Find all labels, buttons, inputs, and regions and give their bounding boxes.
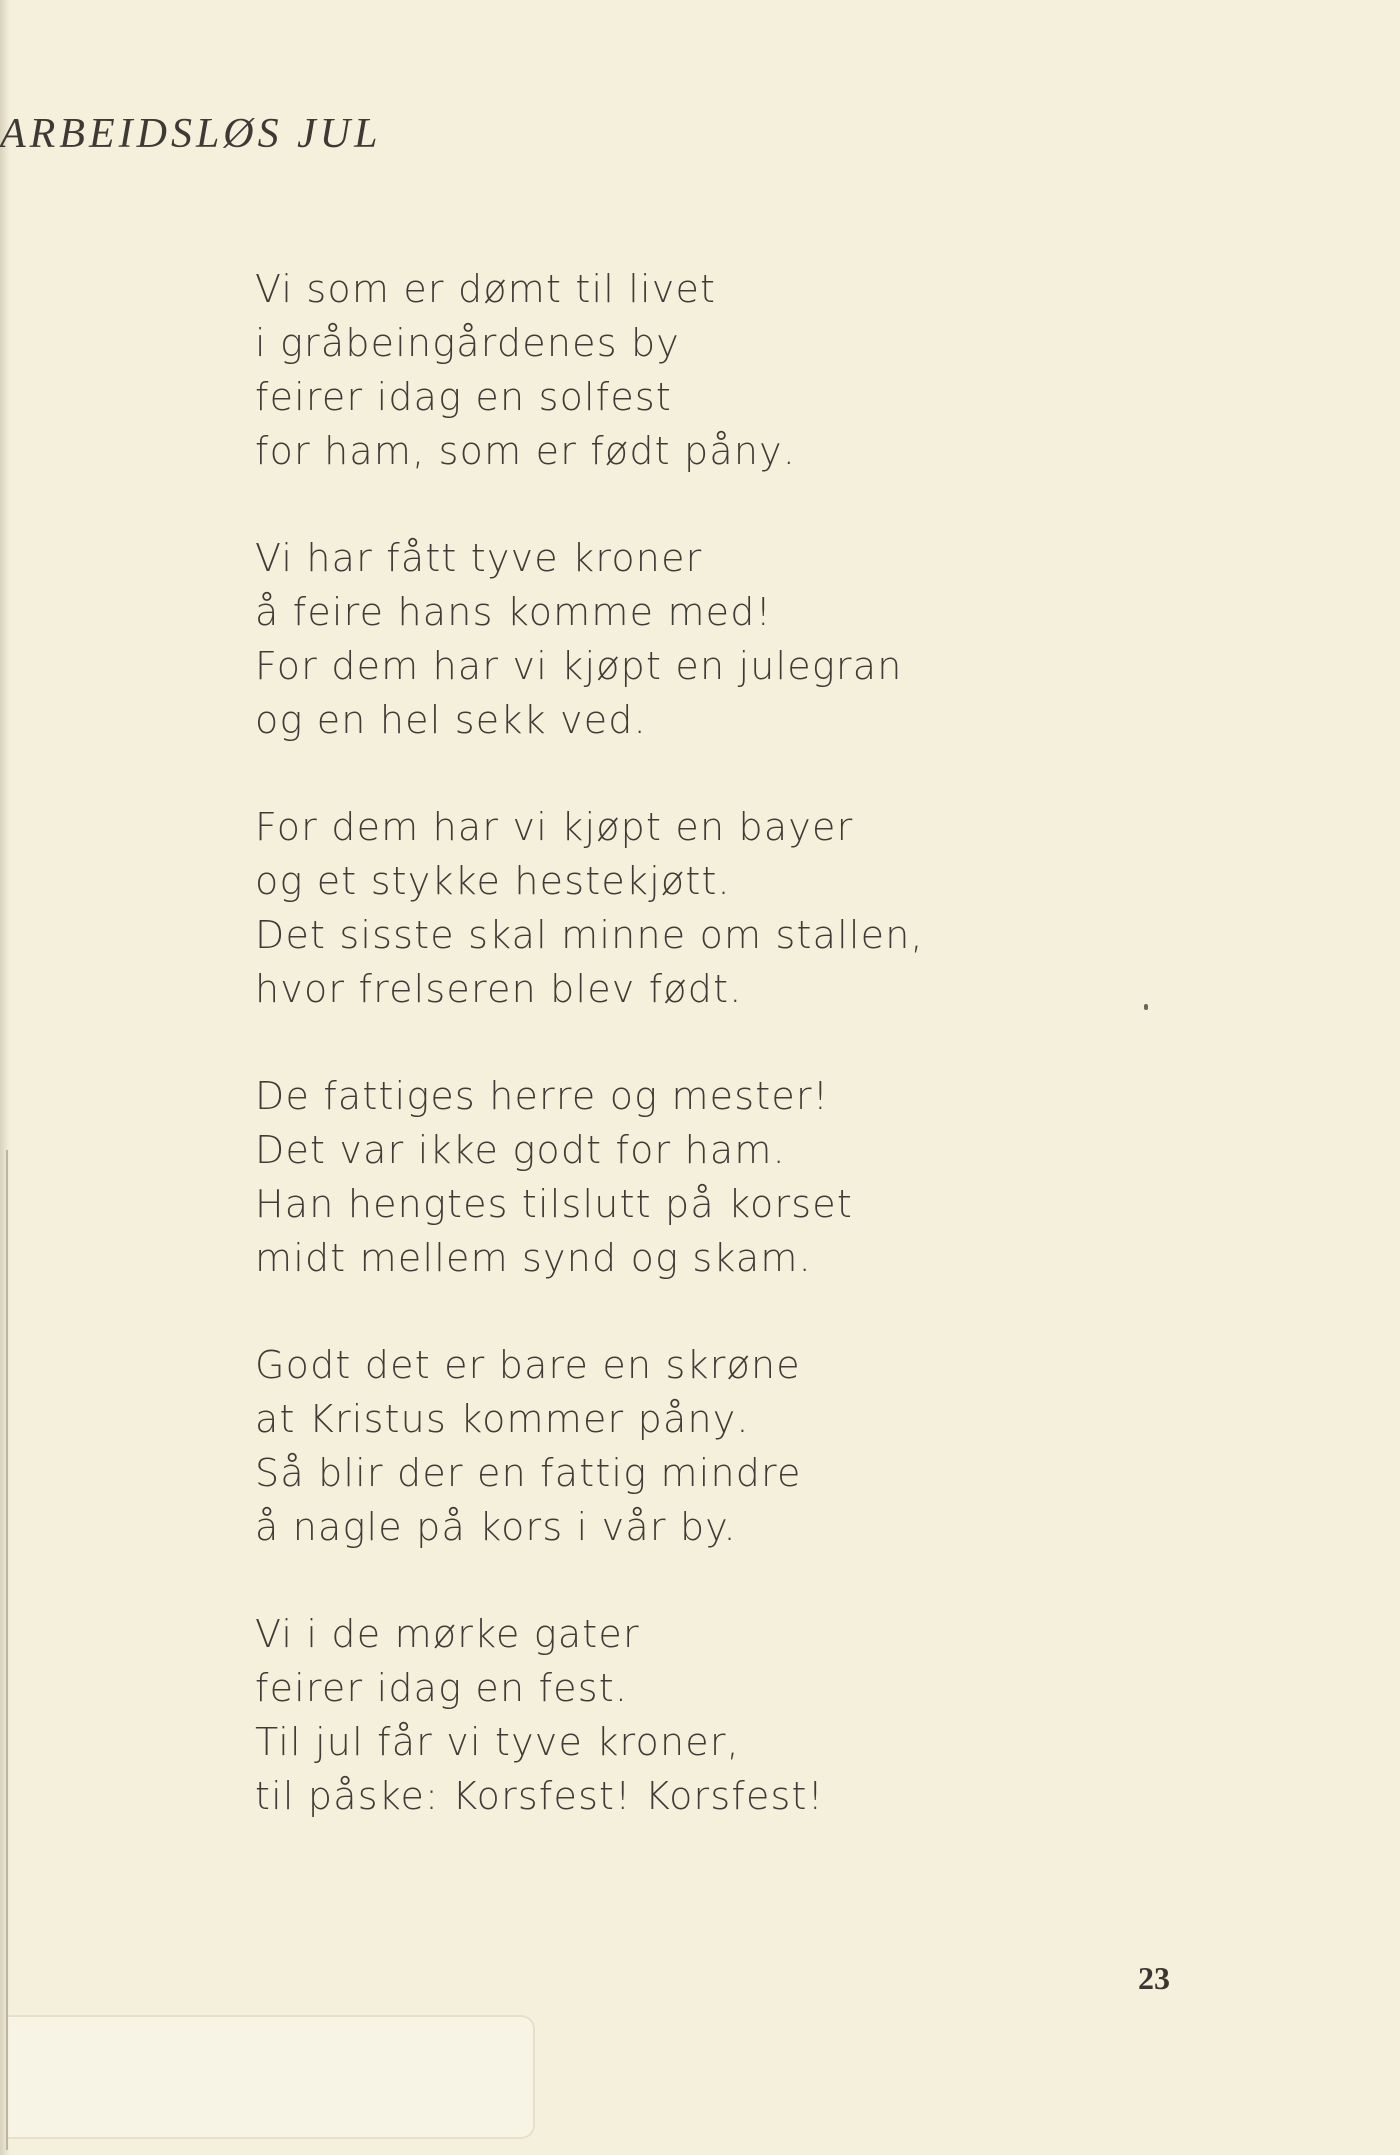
stanza: [255, 1607, 1155, 1823]
poem-line: og en hel sekk ved.: [255, 698, 647, 742]
poem-line: Godt det er bare en skrøne: [255, 1343, 801, 1387]
poem-line: Han hengtes tilslutt på korset: [255, 1182, 853, 1226]
poem-line: Vi i de mørke gater: [255, 1612, 640, 1656]
poem-line: For dem har vi kjøpt en bayer: [255, 805, 854, 849]
poem-line: og et stykke hestekjøtt.: [255, 859, 731, 903]
stanza: [255, 800, 1155, 1016]
poem-line: Så blir der en fattig mindre: [255, 1451, 802, 1495]
poem-line: hvor frelseren blev født.: [255, 967, 743, 1011]
poem-line: Vi har fått tyve kroner: [255, 536, 703, 580]
running-head: ARBEIDSLØS JUL: [0, 111, 382, 157]
stanza: [255, 262, 1155, 478]
page-edge-line: [6, 1150, 8, 2150]
poem-line: å nagle på kors i vår by.: [255, 1505, 737, 1549]
poem-line: Det sisste skal minne om stallen,: [255, 913, 924, 957]
poem-line: Til jul får vi tyve kroner,: [255, 1720, 740, 1764]
page-edge-shadow: [0, 0, 10, 2155]
poem-line: feirer idag en fest.: [255, 1666, 629, 1710]
stanza: [255, 531, 1155, 747]
paper-slip: [8, 2015, 535, 2139]
poem-line: i gråbeingårdenes by: [255, 321, 680, 365]
poem-line: å feire hans komme med!: [255, 590, 772, 634]
poem-line: at Kristus kommer pånу.: [255, 1397, 750, 1441]
page-number: 23: [1138, 1960, 1170, 1996]
poem-line: For dem har vi kjøpt en julegran: [255, 644, 903, 688]
poem-line: Det var ikke godt for ham.: [255, 1128, 786, 1172]
poem-line: Vi som er dømt til livet: [255, 267, 717, 311]
poem-line: til påske: Korsfest! Korsfest!: [255, 1774, 825, 1818]
poem-line: feirer idag en solfest: [255, 375, 673, 419]
poem-line: midt mellem synd og skam.: [255, 1236, 812, 1280]
stanza: [255, 1338, 1155, 1554]
ink-speck: [1144, 1004, 1148, 1010]
poem-line: for ham, som er født pånу.: [255, 429, 797, 473]
poem: [255, 262, 1155, 1876]
poem-line: De fattiges herre og mester!: [255, 1074, 830, 1118]
stanza: [255, 1069, 1155, 1285]
